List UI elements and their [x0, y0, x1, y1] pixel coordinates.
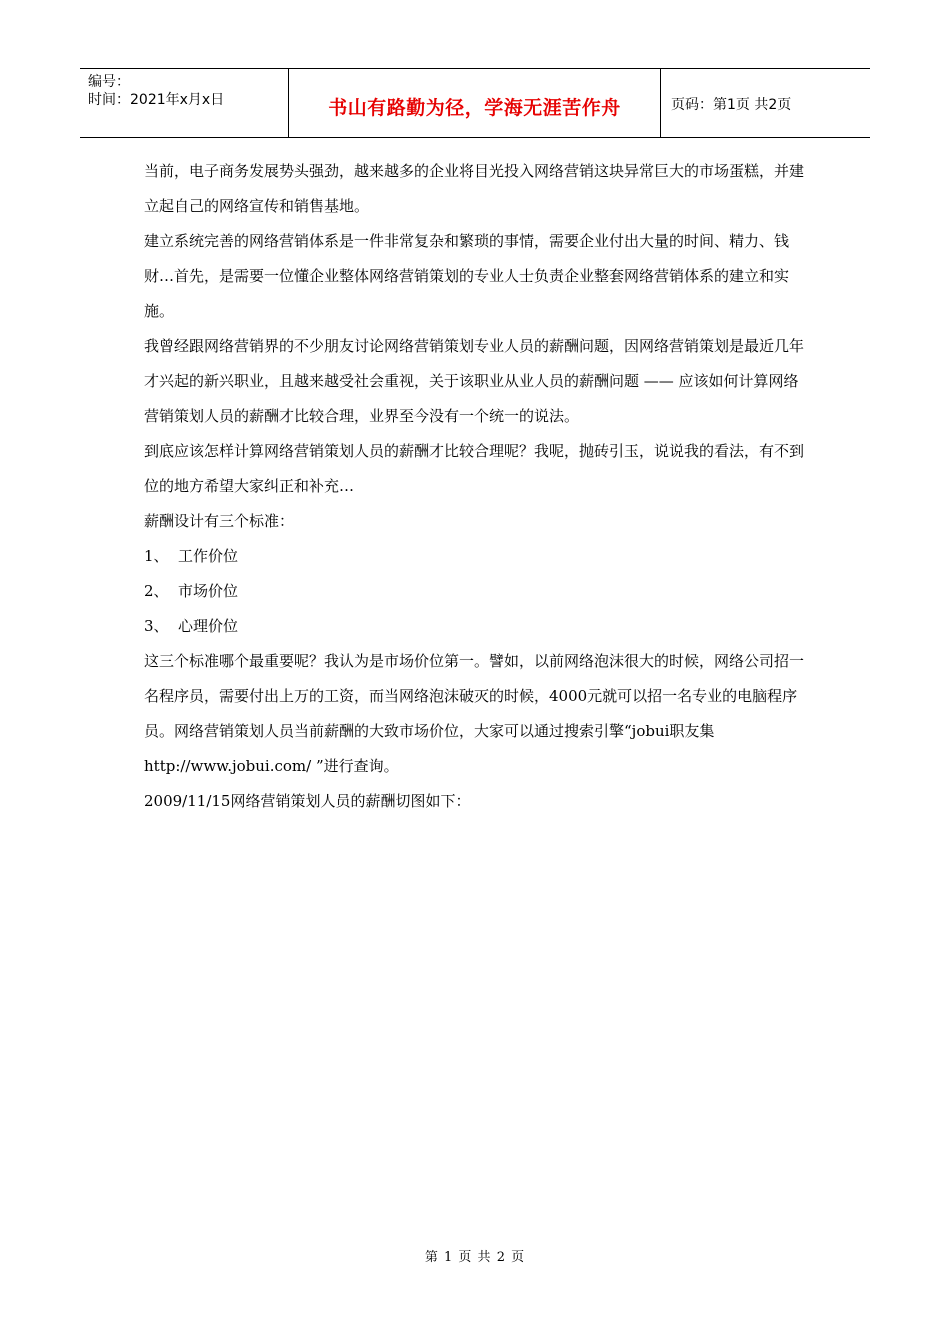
motto: 书山有路勤为径，学海无涯苦作舟 [328, 96, 621, 119]
list-text: 心理价位 [178, 617, 239, 635]
page-code: 页码：第1页 共2页 [671, 97, 792, 113]
paragraph-7: 2009/11/15网络营销策划人员的薪酬切图如下： [144, 792, 471, 810]
list-item [144, 539, 810, 574]
list-number: 1、 [144, 547, 169, 565]
list-text: 市场价位 [178, 582, 239, 600]
list-number: 3、 [144, 617, 169, 635]
paragraph-3: 我曾经跟网络营销界的不少朋友讨论网络营销策划专业人员的薪酬问题，因网络营销策划是最近几年才兴起的新兴职业，且越来越受社会重视，关于该职业从业人员的薪酬问题 —— 应该如何计算网络营销策划人员的薪酬才比较合理，业界至今没有一个统一的说法。 [144, 337, 805, 425]
header-motto-cell [289, 69, 661, 137]
header-meta [80, 69, 289, 137]
list-number: 2、 [144, 582, 169, 600]
time-label: 时间：2021年x月x日 [88, 92, 225, 108]
page-footer [0, 1246, 950, 1265]
paragraph-1: 当前，电子商务发展势头强劲，越来越多的企业将目光投入网络营销这块异常巨大的市场蛋糕，并建立起自己的网络宣传和销售基地。 [144, 162, 805, 215]
list-item [144, 574, 810, 609]
paragraph-4: 到底应该怎样计算网络营销策划人员的薪酬才比较合理呢？我呢，抛砖引玉，说说我的看法，有不到位的地方希望大家纠正和补充… [144, 442, 805, 495]
header-page-cell [661, 69, 870, 137]
paragraph-5: 薪酬设计有三个标准： [144, 512, 295, 530]
page-header [80, 68, 870, 138]
footer-page-number: 第 1 页 共 2 页 [424, 1250, 526, 1265]
document-body [144, 154, 810, 819]
list-item [144, 609, 810, 644]
paragraph-2: 建立系统完善的网络营销体系是一件非常复杂和繁琐的事情，需要企业付出大量的时间、精力、钱财…首先，是需要一位懂企业整体网络营销策划的专业人士负责企业整套网络营销体系的建立和实施。 [144, 232, 790, 320]
paragraph-6: 这三个标准哪个最重要呢？我认为是市场价位第一。譬如，以前网络泡沫很大的时候，网络公司招一名程序员，需要付出上万的工资，而当网络泡沫破灭的时候，4000元就可以招一名专业的电脑程序员。网络营销策划人员当前薪酬的大致市场价位，大家可以通过搜索引擎“jobui职友集 http://www.jobui.com/ ”进行查询。 [144, 652, 805, 775]
number-label: 编号： [88, 74, 130, 90]
list-text: 工作价位 [178, 547, 239, 565]
